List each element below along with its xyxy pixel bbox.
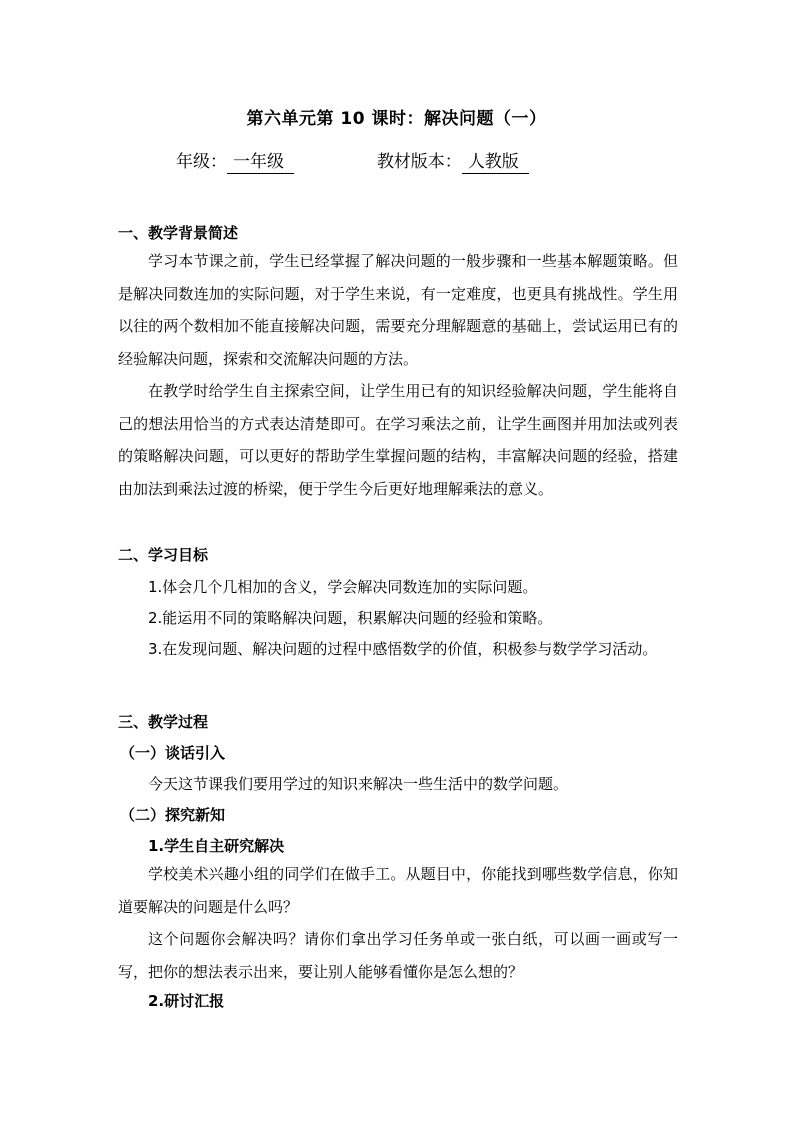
section-heading-background: 一、教学背景简述 <box>118 224 239 242</box>
background-paragraph-2: 在教学时给学生自主探索空间，让学生用已有的知识经验解决问题，学生能将自己的想法用恰当的方式表达清楚即可。在学习乘法之前，让学生画图并用加法或列表的策略解决问题，可以更好的帮助学生掌握问题的结构，丰富解决问题的经验，搭建由加法到乘法过渡的桥梁，便于学生今后更好地理解乘法的意义。 <box>118 382 678 498</box>
grade-value: 一年级 <box>227 152 294 174</box>
step1-paragraph-1: 学校美术兴趣小组的同学们在做手工。从题目中，你能找到哪些数学信息，你知道要解决的问题是什么吗？ <box>118 865 678 916</box>
section-heading-goals: 二、学习目标 <box>118 546 209 564</box>
edition-value: 人教版 <box>462 152 529 174</box>
edition-label: 教材版本： <box>376 152 462 172</box>
grade-label: 年级： <box>176 152 227 172</box>
section-heading-process: 三、教学过程 <box>118 713 209 731</box>
goal-item: 3.在发现问题、解决问题的过程中感悟数学的价值，积极参与数学学习活动。 <box>148 640 658 658</box>
step-heading-discussion: 2.研讨汇报 <box>148 992 225 1010</box>
background-paragraph-1: 学习本节课之前，学生已经掌握了解决问题的一般步骤和一些基本解题策略。但是解决同数连加的实际问题，对于学生来说，有一定难度，也更具有挑战性。学生用以往的两个数相加不能直接解决问题，需要充分理解题意的基础上，尝试运用已有的经验解决问题，探索和交流解决问题的方法。 <box>118 252 678 368</box>
part-heading-intro: （一）谈话引入 <box>120 744 226 762</box>
step1-paragraph-2: 这个问题你会解决吗？请你们拿出学习任务单或一张白纸，可以画一画或写一写，把你的想法表示出来，要让别人能够看懂你是怎么想的？ <box>118 930 678 981</box>
grade-field <box>176 147 294 174</box>
meta-line <box>176 147 529 174</box>
step-heading-self-study: 1.学生自主研究解决 <box>148 837 285 855</box>
part-heading-explore: （二）探究新知 <box>120 806 226 824</box>
edition-field <box>377 147 529 174</box>
goal-item: 2.能运用不同的策略解决问题，积累解决问题的经验和策略。 <box>148 609 553 627</box>
page-title: 第六单元第 10 课时：解决问题（一） <box>246 109 547 129</box>
goal-item: 1.体会几个几相加的含义，学会解决同数连加的实际问题。 <box>148 578 538 596</box>
intro-text: 今天这节课我们要用学过的知识来解决一些生活中的数学问题。 <box>148 775 569 793</box>
